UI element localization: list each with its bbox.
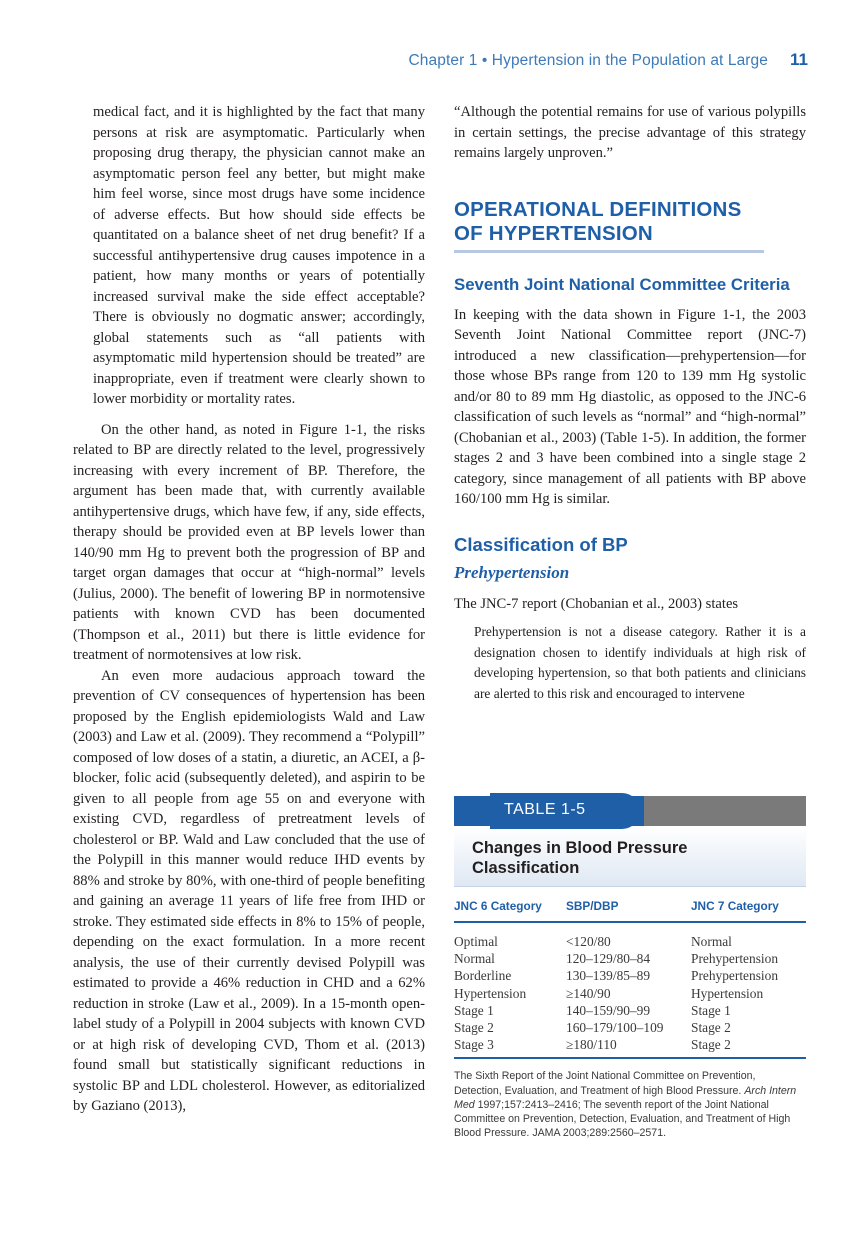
- table-1-5: [454, 796, 806, 1140]
- table-cell: Prehypertension: [691, 951, 779, 967]
- paragraph: On the other hand, as noted in Figure 1-1, the risks related to BP are directly related to the level, progressively increasing with every increment of BP. Therefore, the argument has been made that, with currently available antihypertensive drugs, which have few, if any, side effects, therapy should be provided even at BP levels lower than 140/90 mm Hg to prevent both the progression of BP and target organ damages that occur at “high-normal” levels (Julius, 2000). The benefit of lowering BP in normotensive patients with known CVD has been documented (Thompson et al., 2011) but there is little evidence for treatment of normotensives at low risk.: [73, 421, 425, 663]
- footnote-text: The Sixth Report of the Joint National Committee on Prevention, Detection, Evaluation, and Treatment of high Blood Pressure.: [454, 1070, 756, 1097]
- table-row: [454, 1002, 806, 1019]
- running-header: [300, 50, 808, 72]
- table-cell: 130–139/85–89: [566, 968, 651, 984]
- table-row: [454, 1036, 806, 1053]
- table-cell: Stage 1: [454, 1002, 494, 1018]
- table-title: Changes in Blood Pressure Classification: [472, 839, 688, 877]
- table-row: [454, 967, 806, 984]
- column-header: JNC 6 Category: [454, 899, 542, 913]
- table-cell: <120/80: [566, 934, 611, 949]
- table-cell: ≥140/90: [566, 985, 611, 1001]
- table-cell: Borderline: [454, 968, 512, 984]
- left-column: [73, 102, 425, 1117]
- table-header-row: [454, 887, 806, 923]
- table-tab-bar: [454, 796, 806, 826]
- paragraph: “Although the potential remains for use of various polypills in certain settings, the precise advantage of this strategy remains largely unproven.”: [454, 104, 806, 161]
- table-cell: Hypertension: [454, 985, 527, 1001]
- table-row: [454, 933, 806, 950]
- footnote-journal: Arch Intern Med: [454, 1084, 797, 1111]
- table-cell: Prehypertension: [691, 968, 779, 984]
- table-body: [454, 923, 806, 1059]
- table-row: [454, 1019, 806, 1036]
- table-cell: 160–179/100–109: [566, 1020, 664, 1036]
- table-footnote: [454, 1059, 806, 1140]
- column-header: JNC 7 Category: [691, 899, 779, 913]
- quote-continuation: medical fact, and it is highlighted by the fact that many persons at risk are asymptomatic. Particularly when proposing drug therapy, the physician cannot make an asymptomatic person feel any better, but might make him feel worse, since most drugs have some incidence of adverse effects. But how should side effects be quantitated on a balance sheet of net drug benefit? If a successful antihypertensive drug causes impotence in a patient, how many months or years of potentially increased survival make the side effect acceptable? There is obviously no dogmatic answer; accordingly, global statements such as “all patients with asymptomatic mild hypertension should be treated” are inappropriate, even if treatment were clearly shown to lower morbidity or mortality rates.: [93, 104, 425, 407]
- table-cell: ≥180/110: [566, 1037, 617, 1053]
- paragraph: The JNC-7 report (Chobanian et al., 2003) states: [454, 595, 739, 612]
- column-header: SBP/DBP: [566, 899, 619, 913]
- table-cell: Stage 2: [691, 1037, 731, 1053]
- table-label-tab: TABLE 1-5: [490, 793, 640, 829]
- right-column: [454, 102, 806, 718]
- table-cell: Normal: [691, 934, 732, 949]
- table-row: [454, 950, 806, 967]
- running-title: Chapter 1 • Hypertension in the Population at Large: [408, 52, 769, 69]
- table-cell: Stage 2: [454, 1020, 494, 1036]
- table-title-band: [454, 826, 806, 887]
- block-quote: Prehypertension is not a disease category. Rather it is a designation chosen to identify individuals at high risk of developing hypertension, so that both patients and clinicians are alerted to this risk and encouraged to intervene: [474, 624, 806, 701]
- page-number: 11: [790, 50, 808, 69]
- table-row: [454, 985, 806, 1002]
- subsection-heading: Seventh Joint National Committee Criteria: [454, 274, 790, 294]
- table-cell: Stage 3: [454, 1037, 494, 1053]
- table-cell: Optimal: [454, 934, 498, 949]
- table-cell: Normal: [454, 951, 495, 967]
- subsection-heading: Classification of BP: [454, 533, 628, 555]
- subsubsection-heading: Prehypertension: [454, 562, 570, 582]
- paragraph: In keeping with the data shown in Figure 1-1, the 2003 Seventh Joint National Committee report (JNC-7) introduced a new classification—prehypertension—for those whose BPs range from 120 to 139 mm Hg systolic and/or 80 to 89 mm Hg diastolic, as opposed to the JNC-6 classification of such levels as “normal” and “high-normal” (Chobanian et al., 2003) (Table 1-5). In addition, the former stages 2 and 3 have been combined into a single stage 2 category, since management of all patients with BP above 160/100 mm Hg is similar.: [454, 306, 806, 507]
- table-cell: Stage 1: [691, 1002, 731, 1018]
- table-cell: Stage 2: [691, 1020, 731, 1036]
- footnote-text: 1997;157:2413–2416; The seventh report of the Joint National Committee on Prevention, Detection, Evaluation, and Treatment of High Blood Pressure. JAMA 2003;289:2560–2571.: [454, 1098, 791, 1140]
- section-heading: OPERATIONAL DEFINITIONS OF HYPERTENSION: [454, 198, 764, 253]
- table-cell: Hypertension: [691, 985, 764, 1001]
- paragraph: An even more audacious approach toward the prevention of CV consequences of hypertension has been proposed by the English epidemiologists Wald and Law (2003) and Law et al. (2009). They recommend a “Polypill” composed of low doses of a statin, a diuretic, an ACEI, a β-blocker, folic acid (subsequently deleted), and aspirin to be given to all people from age 55 on and everyone with existing CVD, regardless of pretreatment levels of cholesterol or BP. Wald and Law concluded that the use of the Polypill in this manner would reduce IHD events by 88% and stroke by 80%, with one-third of people benefiting and gaining an average 11 years of life free from IHD or stroke. They estimated side effects in 8% to 15% of people, depending on the exact formulation. In a more recent analysis, the use of their currently devised Polypill was estimated to provide a 46% reduction in CHD and a 62% reduction in stroke (Law et al., 2009). In a 15-month open-label study of a Polypill in 2004 subjects with known CVD or at high risk of developing CVD, Thom et al. (2013) found small but statistically significant reductions in systolic BP and LDL cholesterol. However, as editorialized by Gaziano (2013),: [73, 667, 425, 1114]
- table-cell: 120–129/80–84: [566, 951, 651, 967]
- table-cell: 140–159/90–99: [566, 1002, 651, 1018]
